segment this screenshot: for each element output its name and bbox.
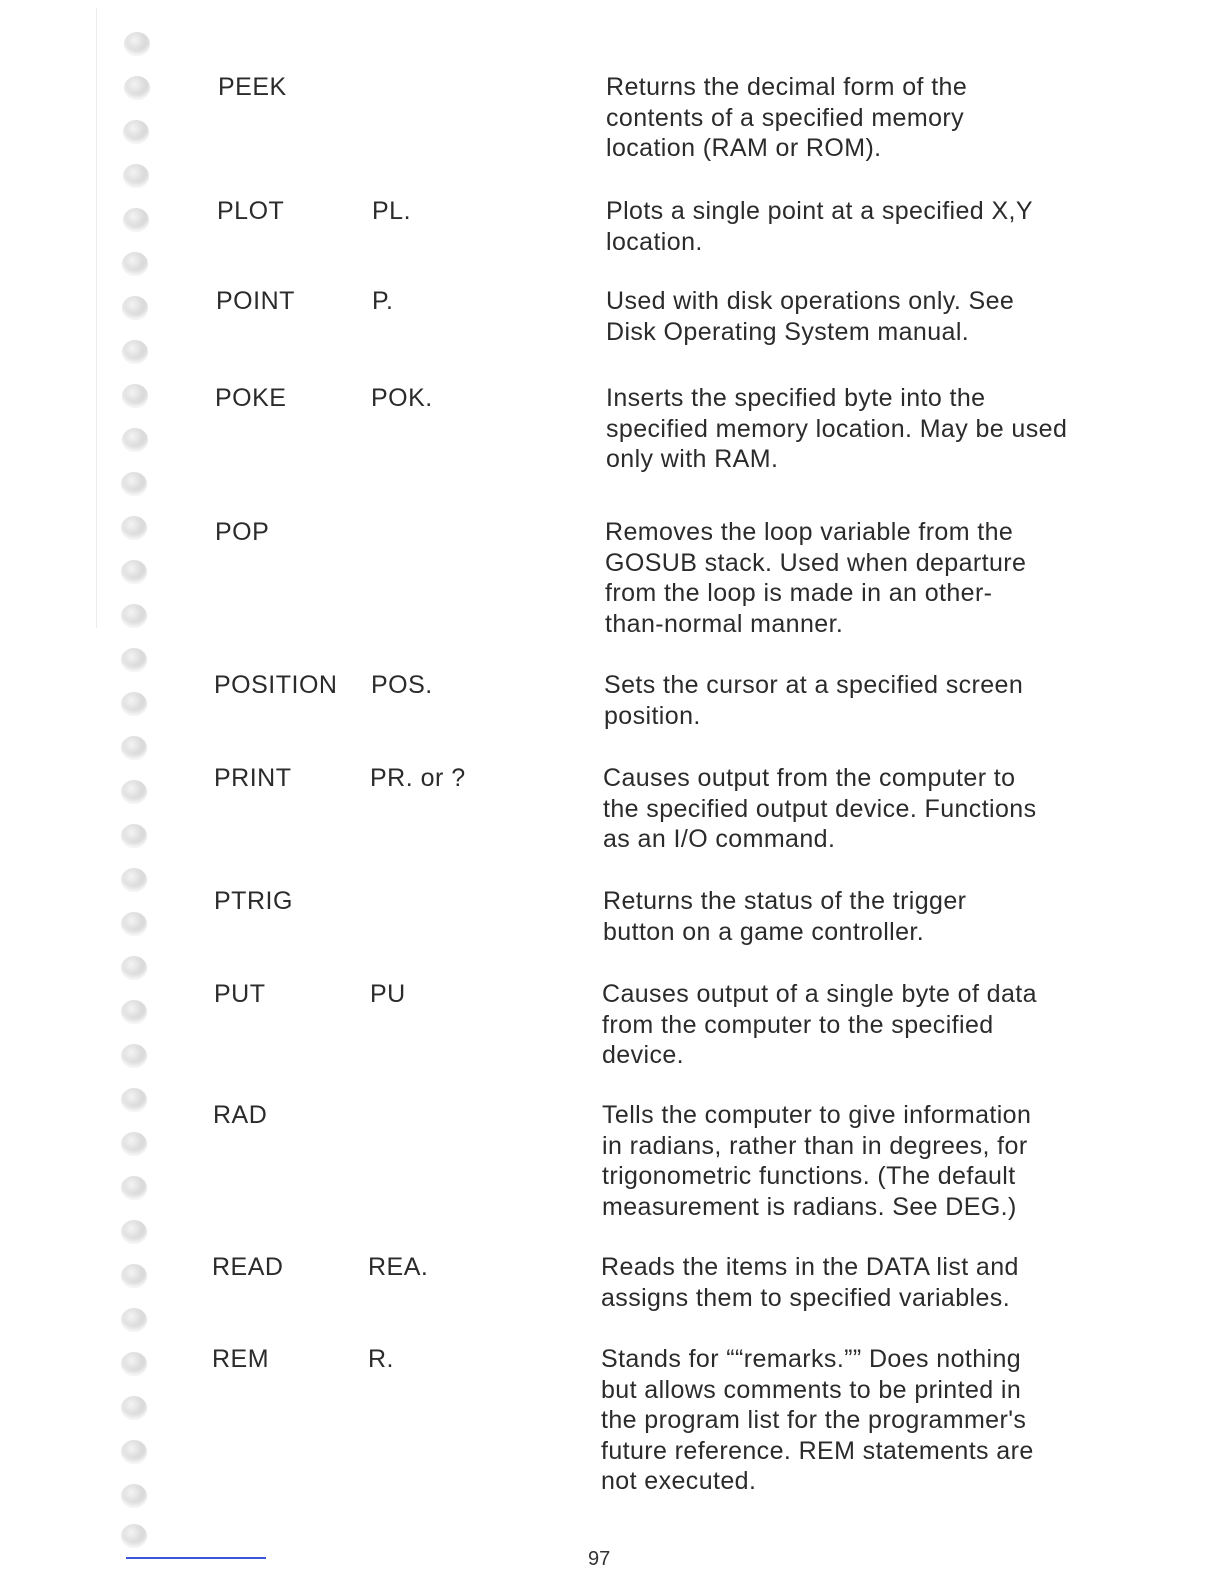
binding-hole	[121, 956, 147, 980]
abbreviation: P.	[372, 287, 394, 315]
binding-hole	[121, 1352, 147, 1376]
description: Returns the decimal form of the contents of a specified memory location (RAM or ROM).	[606, 73, 968, 162]
keyword: RAD	[213, 1101, 268, 1129]
binding-hole	[121, 1308, 147, 1332]
binding-hole	[122, 340, 148, 364]
keyword: READ	[212, 1253, 284, 1281]
keyword: PLOT	[217, 197, 285, 225]
binding-hole	[124, 32, 150, 56]
abbreviation: REA.	[368, 1253, 429, 1281]
binding-hole	[121, 1044, 147, 1068]
page-number: 97	[588, 1548, 611, 1570]
binding-hole	[121, 868, 147, 892]
binding-hole	[121, 1440, 147, 1464]
keyword: REM	[212, 1345, 270, 1373]
keyword: PUT	[214, 980, 266, 1008]
abbreviation: POS.	[371, 671, 433, 699]
description: Removes the loop variable from the GOSUB stack. Used when departure from the loop is made in an other- than-normal manner.	[605, 518, 1027, 638]
binding-hole	[121, 1484, 147, 1508]
binding-holes	[0, 0, 180, 1584]
binding-hole	[121, 824, 147, 848]
binding-hole	[121, 1220, 147, 1244]
keyword: PTRIG	[214, 887, 293, 915]
binding-hole	[121, 1524, 147, 1548]
binding-hole	[121, 1176, 147, 1200]
keyword: PEEK	[218, 73, 287, 101]
description: Tells the computer to give information in radians, rather than in degrees, for trigonometric functions. (The default measurement is radians. See DEG.)	[602, 1101, 1032, 1221]
binding-hole	[121, 1000, 147, 1024]
abbreviation: PR. or ?	[370, 764, 466, 792]
description: Stands for ““remarks.”” Does nothing but allows comments to be printed in the program list for the programmer's future reference. REM statements are not executed.	[601, 1345, 1034, 1495]
binding-hole	[122, 384, 148, 408]
footer-rule	[126, 1557, 266, 1559]
binding-hole	[121, 560, 147, 584]
binding-hole	[121, 912, 147, 936]
abbreviation: PU	[370, 980, 406, 1008]
description: Causes output from the computer to the specified output device. Functions as an I/O command.	[603, 764, 1037, 853]
binding-hole	[122, 252, 148, 276]
binding-hole	[121, 648, 147, 672]
binding-hole	[124, 76, 150, 100]
binding-hole	[121, 692, 147, 716]
binding-hole	[121, 1088, 147, 1112]
binding-hole	[121, 736, 147, 760]
description: Plots a single point at a specified X,Y location.	[606, 197, 1033, 256]
keyword: POINT	[216, 287, 295, 315]
binding-hole	[121, 516, 147, 540]
keyword: POP	[215, 518, 270, 546]
abbreviation: POK.	[371, 384, 433, 412]
abbreviation: R.	[368, 1345, 394, 1373]
binding-hole	[121, 604, 147, 628]
binding-hole	[121, 780, 147, 804]
abbreviation: PL.	[372, 197, 412, 225]
keyword: POKE	[215, 384, 287, 412]
binding-hole	[122, 428, 148, 452]
description: Reads the items in the DATA list and assigns them to specified variables.	[601, 1253, 1019, 1312]
binding-hole	[123, 120, 149, 144]
binding-hole	[121, 1264, 147, 1288]
binding-hole	[123, 164, 149, 188]
binding-hole	[122, 296, 148, 320]
description: Sets the cursor at a specified screen position.	[604, 671, 1024, 730]
description: Causes output of a single byte of data from the computer to the specified device.	[602, 980, 1037, 1069]
binding-hole	[123, 208, 149, 232]
binding-hole	[121, 1132, 147, 1156]
keyword: POSITION	[214, 671, 338, 699]
keyword: PRINT	[214, 764, 292, 792]
description: Inserts the specified byte into the specified memory location. May be used only with RAM.	[606, 384, 1068, 473]
binding-hole	[121, 1396, 147, 1420]
description: Returns the status of the trigger button on a game controller.	[603, 887, 967, 946]
binding-hole	[121, 472, 147, 496]
description: Used with disk operations only. See Disk Operating System manual.	[606, 287, 1015, 346]
